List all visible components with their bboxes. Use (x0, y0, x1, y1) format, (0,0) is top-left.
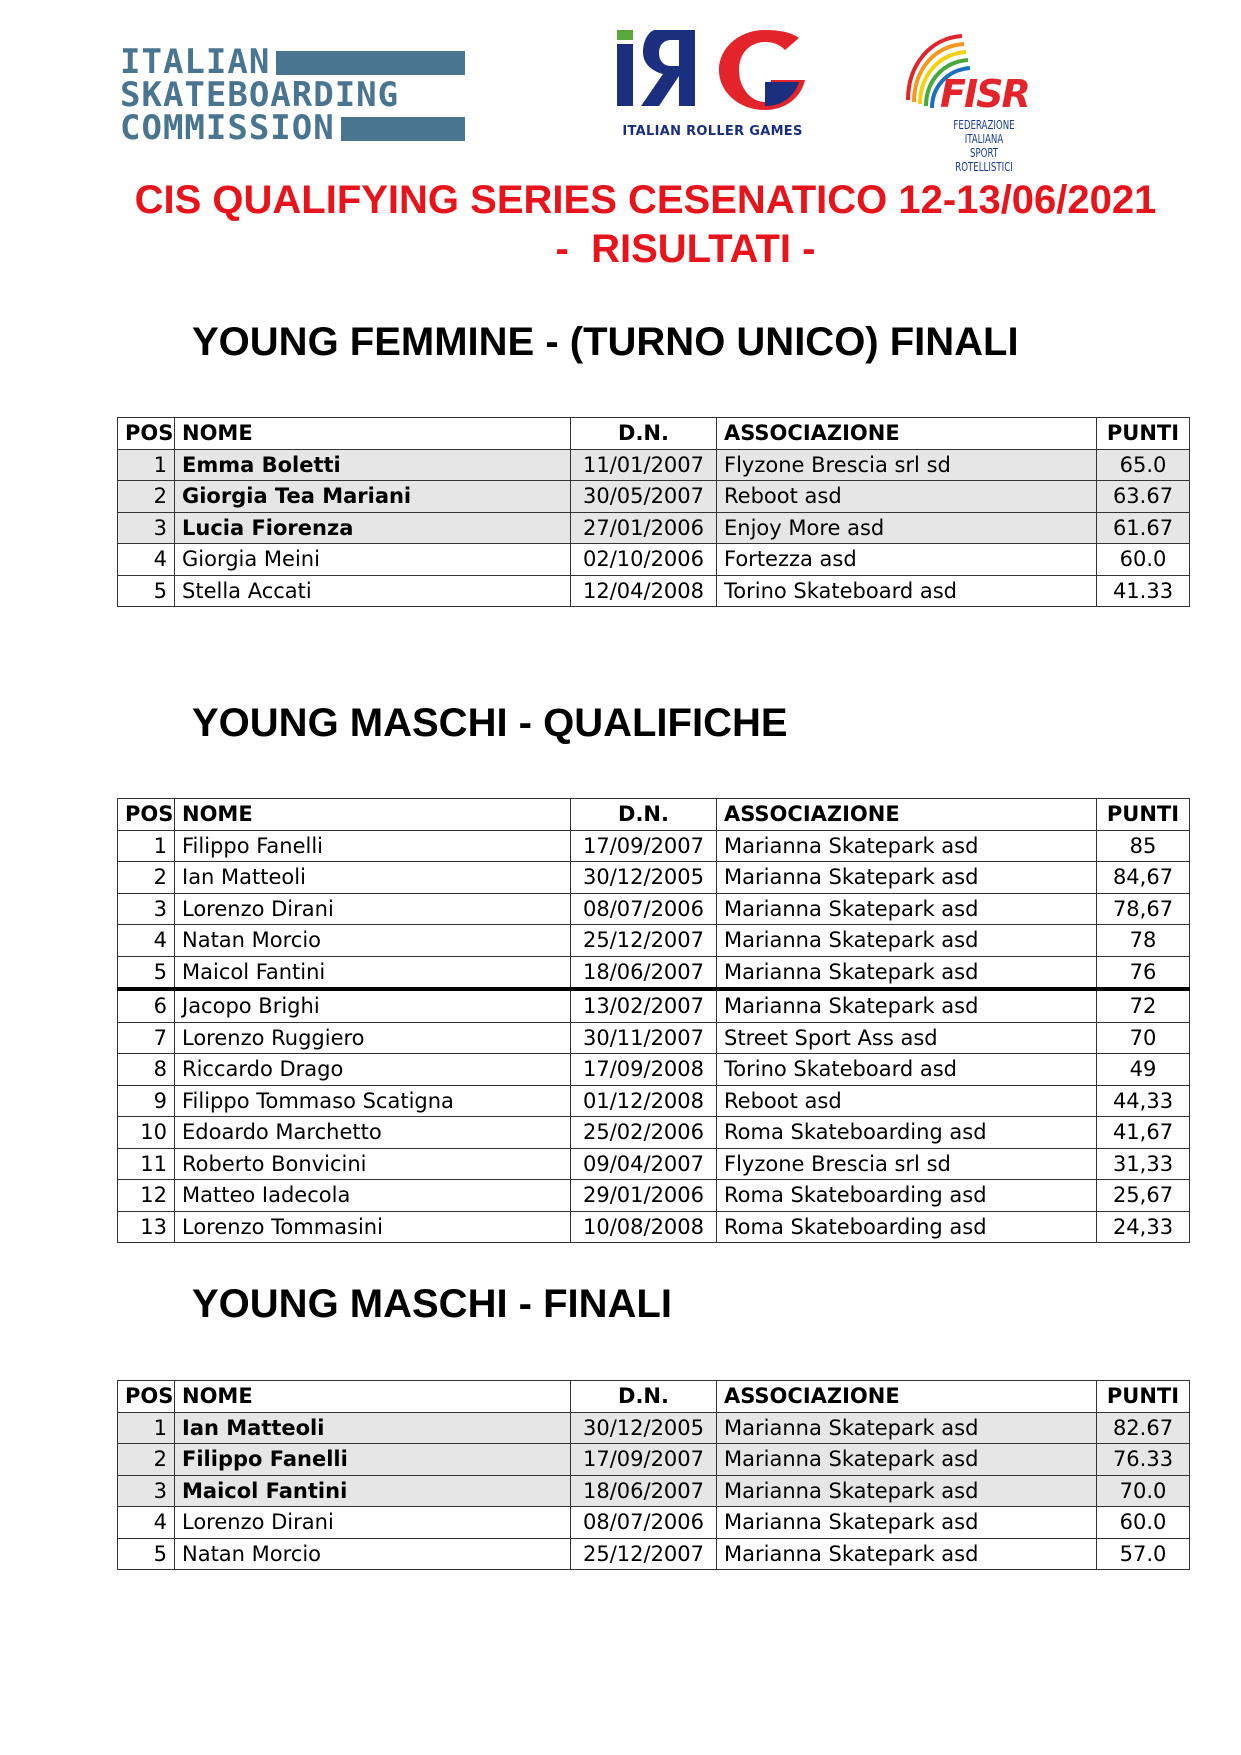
cell-punti: 60.0 (1097, 1507, 1190, 1539)
column-header-punti: PUNTI (1097, 799, 1190, 831)
isc-logo-line-2: SKATEBOARDING (120, 75, 400, 115)
cell-associazione: Marianna Skatepark asd (717, 1507, 1097, 1539)
table-row (118, 862, 1190, 894)
table-row (118, 893, 1190, 925)
table-row (118, 449, 1190, 481)
cell-nome: Lorenzo Ruggiero (175, 1022, 571, 1054)
cell-dn: 25/02/2006 (571, 1117, 717, 1149)
cell-pos: 11 (118, 1148, 175, 1180)
section-title: YOUNG FEMMINE - (TURNO UNICO) FINALI (192, 320, 1019, 364)
cell-associazione: Roma Skateboarding asd (717, 1180, 1097, 1212)
table-row (118, 989, 1190, 1022)
table-row (118, 1054, 1190, 1086)
section-title: YOUNG MASCHI - QUALIFICHE (192, 701, 788, 745)
table-row (118, 512, 1190, 544)
cell-pos: 1 (118, 830, 175, 862)
cell-nome: Edoardo Marchetto (175, 1117, 571, 1149)
cell-punti: 84,67 (1097, 862, 1190, 894)
column-header-dn: D.N. (571, 1381, 717, 1413)
cell-associazione: Marianna Skatepark asd (717, 989, 1097, 1022)
cell-nome: Ian Matteoli (175, 862, 571, 894)
column-header-pos: POS (118, 799, 175, 831)
cell-dn: 29/01/2006 (571, 1180, 717, 1212)
cell-associazione: Flyzone Brescia srl sd (717, 449, 1097, 481)
cell-nome: Lorenzo Tommasini (175, 1211, 571, 1243)
cell-associazione: Marianna Skatepark asd (717, 830, 1097, 862)
cell-punti: 57.0 (1097, 1538, 1190, 1570)
column-header-punti: PUNTI (1097, 1381, 1190, 1413)
results-table (117, 798, 1190, 1243)
cell-pos: 5 (118, 1538, 175, 1570)
table-row (118, 830, 1190, 862)
column-header-associazione: ASSOCIAZIONE (717, 1381, 1097, 1413)
column-header-associazione: ASSOCIAZIONE (717, 799, 1097, 831)
table-row (118, 1412, 1190, 1444)
cell-dn: 08/07/2006 (571, 893, 717, 925)
cell-punti: 24,33 (1097, 1211, 1190, 1243)
cell-nome: Giorgia Tea Mariani (175, 481, 571, 513)
cell-nome: Filippo Tommaso Scatigna (175, 1085, 571, 1117)
cell-dn: 17/09/2007 (571, 1444, 717, 1476)
table-row (118, 1180, 1190, 1212)
cell-nome: Emma Boletti (175, 449, 571, 481)
cell-associazione: Enjoy More asd (717, 512, 1097, 544)
cell-dn: 18/06/2007 (571, 1475, 717, 1507)
results-table (117, 1380, 1190, 1570)
table-row (118, 1211, 1190, 1243)
cell-associazione: Marianna Skatepark asd (717, 925, 1097, 957)
cell-pos: 8 (118, 1054, 175, 1086)
cell-dn: 13/02/2007 (571, 989, 717, 1022)
cell-nome: Lucia Fiorenza (175, 512, 571, 544)
cell-pos: 2 (118, 481, 175, 513)
table-row (118, 1475, 1190, 1507)
cell-nome: Maicol Fantini (175, 1475, 571, 1507)
cell-nome: Ian Matteoli (175, 1412, 571, 1444)
table-row (118, 481, 1190, 513)
irg-logo (615, 26, 815, 146)
cell-associazione: Marianna Skatepark asd (717, 1444, 1097, 1476)
cell-dn: 30/11/2007 (571, 1022, 717, 1054)
cell-pos: 2 (118, 862, 175, 894)
fisr-logo-subtitle (940, 118, 1028, 174)
cell-punti: 85 (1097, 830, 1190, 862)
table-row (118, 1444, 1190, 1476)
cell-pos: 5 (118, 956, 175, 989)
cell-punti: 49 (1097, 1054, 1190, 1086)
cell-pos: 3 (118, 1475, 175, 1507)
table-row (118, 1538, 1190, 1570)
cell-nome: Filippo Fanelli (175, 830, 571, 862)
cell-associazione: Marianna Skatepark asd (717, 893, 1097, 925)
cell-associazione: Marianna Skatepark asd (717, 956, 1097, 989)
cell-pos: 3 (118, 512, 175, 544)
cell-pos: 3 (118, 893, 175, 925)
cell-punti: 31,33 (1097, 1148, 1190, 1180)
fisr-logo-subtitle-line-2: SPORT ROTELLISTICI (955, 146, 1013, 174)
cell-associazione: Roma Skateboarding asd (717, 1211, 1097, 1243)
cell-dn: 01/12/2008 (571, 1085, 717, 1117)
table-header-row (118, 799, 1190, 831)
cell-dn: 30/12/2005 (571, 862, 717, 894)
cell-associazione: Marianna Skatepark asd (717, 1538, 1097, 1570)
column-header-punti: PUNTI (1097, 418, 1190, 450)
cell-nome: Jacopo Brighi (175, 989, 571, 1022)
cell-punti: 63.67 (1097, 481, 1190, 513)
column-header-dn: D.N. (571, 799, 717, 831)
cell-punti: 41.33 (1097, 575, 1190, 607)
fisr-logo-name: FISR (940, 72, 1029, 116)
cell-punti: 76 (1097, 956, 1190, 989)
table-row (118, 1085, 1190, 1117)
cell-pos: 10 (118, 1117, 175, 1149)
table-header-row (118, 418, 1190, 450)
cell-associazione: Marianna Skatepark asd (717, 1475, 1097, 1507)
cell-associazione: Torino Skateboard asd (717, 1054, 1097, 1086)
cell-nome: Natan Morcio (175, 1538, 571, 1570)
cell-pos: 1 (118, 1412, 175, 1444)
cell-pos: 9 (118, 1085, 175, 1117)
irg-logo-caption: ITALIAN ROLLER GAMES (622, 124, 803, 139)
cell-pos: 4 (118, 925, 175, 957)
isc-logo-line-3: COMMISSION (120, 108, 335, 148)
table-row (118, 1507, 1190, 1539)
table-row (118, 575, 1190, 607)
cell-nome: Natan Morcio (175, 925, 571, 957)
column-header-nome: NOME (175, 418, 571, 450)
cell-associazione: Street Sport Ass asd (717, 1022, 1097, 1054)
cell-pos: 2 (118, 1444, 175, 1476)
cell-nome: Lorenzo Dirani (175, 893, 571, 925)
cell-associazione: Marianna Skatepark asd (717, 1412, 1097, 1444)
cell-pos: 4 (118, 1507, 175, 1539)
cell-punti: 44,33 (1097, 1085, 1190, 1117)
cell-pos: 4 (118, 544, 175, 576)
cell-pos: 1 (118, 449, 175, 481)
cell-punti: 25,67 (1097, 1180, 1190, 1212)
cell-dn: 08/07/2006 (571, 1507, 717, 1539)
column-header-dn: D.N. (571, 418, 717, 450)
cell-associazione: Roma Skateboarding asd (717, 1117, 1097, 1149)
fisr-logo (900, 30, 1050, 174)
table-row (118, 925, 1190, 957)
column-header-pos: POS (118, 418, 175, 450)
table-row (118, 1022, 1190, 1054)
column-header-nome: NOME (175, 799, 571, 831)
cell-associazione: Torino Skateboard asd (717, 575, 1097, 607)
irg-logo-mark (615, 26, 815, 126)
cell-punti: 41,67 (1097, 1117, 1190, 1149)
table-row (118, 544, 1190, 576)
cell-nome: Filippo Fanelli (175, 1444, 571, 1476)
cell-dn: 30/05/2007 (571, 481, 717, 513)
isc-logo-bar-1 (276, 51, 465, 75)
isc-logo (120, 42, 465, 148)
cell-pos: 7 (118, 1022, 175, 1054)
cell-nome: Stella Accati (175, 575, 571, 607)
cell-nome: Lorenzo Dirani (175, 1507, 571, 1539)
cell-punti: 65.0 (1097, 449, 1190, 481)
cell-punti: 60.0 (1097, 544, 1190, 576)
results-table (117, 417, 1190, 607)
cell-associazione: Reboot asd (717, 1085, 1097, 1117)
cell-nome: Matteo Iadecola (175, 1180, 571, 1212)
document-title: CIS QUALIFYING SERIES CESENATICO 12-13/06/2021 (134, 178, 1157, 222)
cell-nome: Maicol Fantini (175, 956, 571, 989)
cell-pos: 12 (118, 1180, 175, 1212)
table-row (118, 1117, 1190, 1149)
column-header-associazione: ASSOCIAZIONE (717, 418, 1097, 450)
cell-nome: Giorgia Meini (175, 544, 571, 576)
column-header-pos: POS (118, 1381, 175, 1413)
cell-dn: 10/08/2008 (571, 1211, 717, 1243)
fisr-logo-subtitle-line-1: FEDERAZIONE ITALIANA (953, 118, 1015, 146)
cell-dn: 25/12/2007 (571, 925, 717, 957)
cell-dn: 25/12/2007 (571, 1538, 717, 1570)
cell-nome: Riccardo Drago (175, 1054, 571, 1086)
cell-pos: 13 (118, 1211, 175, 1243)
column-header-nome: NOME (175, 1381, 571, 1413)
table-row (118, 1148, 1190, 1180)
isc-logo-line-1: ITALIAN (120, 42, 271, 82)
cell-associazione: Marianna Skatepark asd (717, 862, 1097, 894)
cell-dn: 09/04/2007 (571, 1148, 717, 1180)
cell-dn: 18/06/2007 (571, 956, 717, 989)
cell-punti: 72 (1097, 989, 1190, 1022)
table-header-row (118, 1381, 1190, 1413)
cell-punti: 78,67 (1097, 893, 1190, 925)
cell-dn: 02/10/2006 (571, 544, 717, 576)
cell-pos: 6 (118, 989, 175, 1022)
document-subtitle: - RISULTATI - (555, 227, 816, 271)
cell-associazione: Fortezza asd (717, 544, 1097, 576)
cell-punti: 61.67 (1097, 512, 1190, 544)
cell-dn: 30/12/2005 (571, 1412, 717, 1444)
cell-pos: 5 (118, 575, 175, 607)
cell-punti: 76.33 (1097, 1444, 1190, 1476)
cell-dn: 17/09/2008 (571, 1054, 717, 1086)
cell-associazione: Reboot asd (717, 481, 1097, 513)
cell-punti: 70.0 (1097, 1475, 1190, 1507)
cell-dn: 17/09/2007 (571, 830, 717, 862)
cell-dn: 27/01/2006 (571, 512, 717, 544)
section-title: YOUNG MASCHI - FINALI (192, 1282, 672, 1326)
cell-punti: 78 (1097, 925, 1190, 957)
cell-nome: Roberto Bonvicini (175, 1148, 571, 1180)
cell-punti: 82.67 (1097, 1412, 1190, 1444)
cell-dn: 11/01/2007 (571, 449, 717, 481)
cell-associazione: Flyzone Brescia srl sd (717, 1148, 1097, 1180)
cell-punti: 70 (1097, 1022, 1190, 1054)
cell-dn: 12/04/2008 (571, 575, 717, 607)
table-row (118, 956, 1190, 989)
isc-logo-bar-3 (341, 117, 465, 141)
